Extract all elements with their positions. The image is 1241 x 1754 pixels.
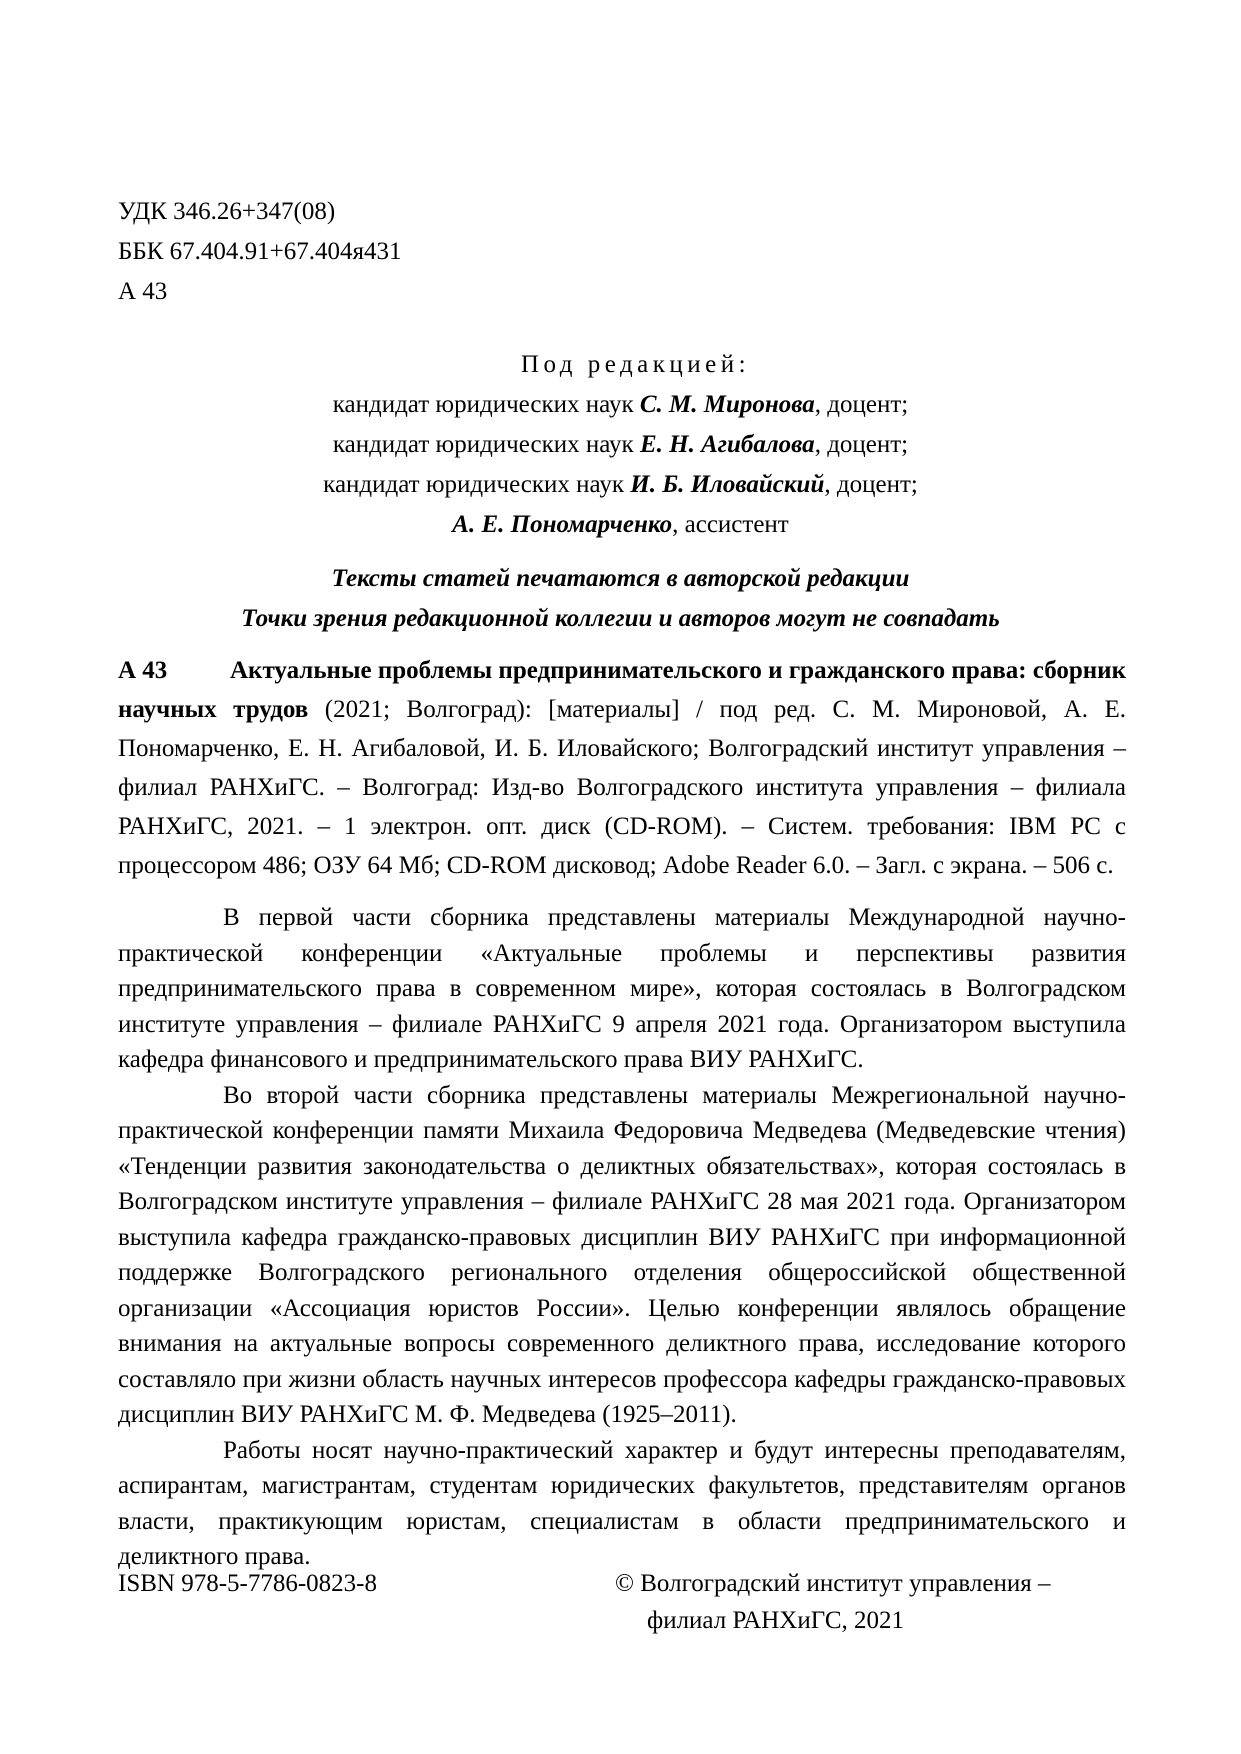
abstract-paragraph-1: В первой части сборника представлены материалы Международной научно-практической конференции «Актуальные проблемы и перспективы развития предпринимательского права в современном мире», которая состоялась в Волгоградском институте управления – филиале РАНХиГС 9 апреля 2021 года. Организатором выступила кафедра финансового и предпринимательского права ВИУ РАНХиГС.: [118, 904, 1126, 1073]
record-title: Актуальные проблемы предпринимательского и гражданского права: сборник научных трудов: [118, 657, 1126, 723]
editor-line: А. Е. Пономарченко, ассистент: [452, 511, 789, 538]
bbk-code: ББК 67.404.91+67.404я431: [118, 238, 402, 265]
record-body: (2021; Волгоград): [материалы] / под ред. С. М. Мироновой, А. Е. Пономарченко, Е. Н. Агибаловой, И. Б. Иловайского; Волгоградский институт управления – филиал РАНХиГС. – Волгоград: Изд-во Волгоградского института управления – филиала РАНХиГС, 2021. – 1 электрон. опт. диск (CD-ROM). – Систем. требования: IBM PC с процессором 486; ОЗУ 64 Мб; CD-ROM дисковод; Adobe Reader 6.0. – Загл. с экрана. – 506 с.: [118, 696, 1126, 879]
editor-name: И. Б. Иловайский: [630, 471, 825, 498]
isbn: ISBN 978-5-7786-0823-8: [118, 1570, 378, 1597]
editor-name: А. Е. Пономарченко: [452, 511, 673, 538]
abstract-paragraph-2: Во второй части сборника представлены материалы Межрегиональной научно-практической конференции памяти Михаила Федоровича Медведева (Медведевские чтения) «Тенденции развития законодательства о деликтных обязательствах», которая состоялась в Волгоградском институте управления – филиале РАНХиГС 28 мая 2021 года. Организатором выступила кафедра гражданско-правовых дисциплин ВИУ РАНХиГС при информационной поддержке Волгоградского регионального отделения общероссийской общественной организации «Ассоциация юристов России». Целью конференции являлось обращение внимания на актуальные вопросы современного деликтного права, исследование которого составляло при жизни область научных интересов профессора кафедры гражданско-правовых дисциплин ВИУ РАНХиГС М. Ф. Медведева (1925–2011).: [118, 1081, 1126, 1428]
record-text: [118, 651, 1126, 885]
editor-line: кандидат юридических наук И. Б. Иловайский, доцент;: [323, 471, 918, 498]
editor-name: Е. Н. Агибалова: [639, 431, 815, 458]
editorial-notes: [0, 559, 1241, 639]
editors-heading: Под редакцией:: [520, 351, 751, 378]
record-code: А 43: [118, 657, 168, 684]
classification-codes: [118, 192, 401, 312]
editor-name: С. М. Миронова: [639, 391, 815, 418]
bibliographic-record: [118, 651, 1126, 885]
abstract-paragraph-3: Работы носят научно-практический характер и будут интересны преподавателям, аспирантам, магистрантам, студентам юридических факультетов, представителям органов власти, практикующим юристам, специалистам в области предпринимательского и деликтного права.: [118, 1436, 1126, 1570]
editors-block: [0, 345, 1241, 545]
abstract: [118, 900, 1126, 1575]
udk-code: УДК 346.26+347(08): [118, 198, 336, 225]
note-line-1: Тексты статей печатаются в авторской редакции: [331, 565, 910, 592]
copyright: [615, 1565, 1050, 1639]
note-line-2: Точки зрения редакционной коллегии и авторов могут не совпадать: [241, 605, 1000, 632]
copyright-line-1: © Волгоградский институт управления –: [615, 1570, 1051, 1597]
author-mark: А 43: [118, 278, 168, 305]
editor-line: кандидат юридических наук Е. Н. Агибалова, доцент;: [332, 431, 909, 458]
copyright-line-2: филиал РАНХиГС, 2021: [647, 1607, 905, 1634]
editor-line: кандидат юридических наук С. М. Миронова, доцент;: [332, 391, 909, 418]
